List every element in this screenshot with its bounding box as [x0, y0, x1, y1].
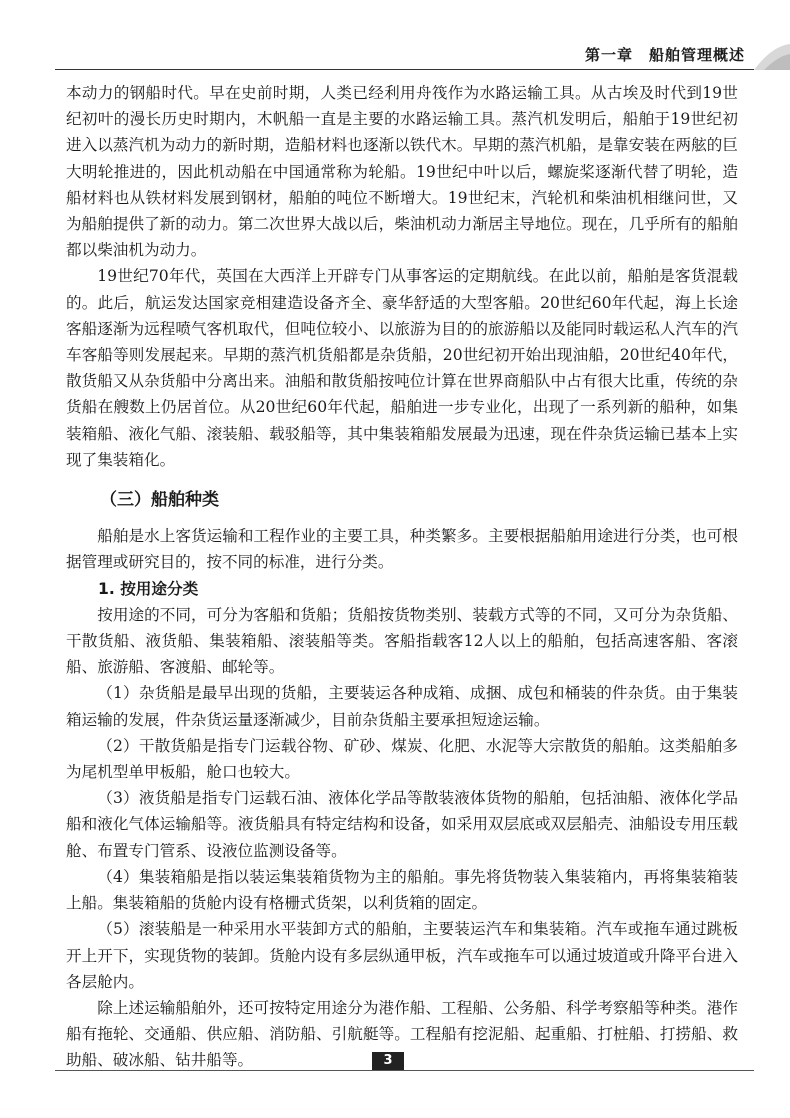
page-body — [66, 80, 738, 1074]
list-item-container: （4）集装箱船是指以装运集装箱货物为主的船舶。事先将货物装入集装箱内，再将集装箱装上船。集装箱船的货舱内设有格栅式货架，以利货箱的固定。 — [66, 867, 738, 913]
header-decoration — [754, 36, 790, 72]
page-number: 3 — [372, 1052, 404, 1070]
section-closing: 除上述运输船舶外，还可按特定用途分为港作船、工程船、公务船、科学考察船等种类。港作船有拖轮、交通船、供应船、消防船、引航艇等。工程船有挖泥船、起重船、打桩船、打捞船、救助船、破冰船、钻井船等。 — [66, 998, 738, 1070]
subsection-intro: 按用途的不同，可分为客船和货船；货船按货物类别、装载方式等的不同，又可分为杂货船、干散货船、液货船、集装箱船、滚装船等类。客船指载客12人以上的船舶，包括高速客船、客滚船、旅游船、客渡船、邮轮等。 — [66, 605, 738, 677]
section-intro: 船舶是水上客货运输和工程作业的主要工具，种类繁多。主要根据船舶用途进行分类，也可根据管理或研究目的，按不同的标准，进行分类。 — [66, 527, 738, 572]
list-item-liquid-cargo: （3）液货船是指专门运载石油、液体化学品等散装液体货物的船舶，包括油船、液体化学品船和液化气体运输船等。液货船具有特定结构和设备，如采用双层底或双层船壳、油船设专用压载舱、布置专门管系、设液位监测设备等。 — [66, 789, 738, 860]
list-item-ro-ro: （5）滚装船是一种采用水平装卸方式的船舶，主要装运汽车和集装箱。汽车或拖车通过跳板开上开下，实现货物的装卸。货舱内设有多层纵通甲板，汽车或拖车可以通过坡道或升降平台进入各层舱内。 — [66, 920, 738, 991]
footer-rule — [55, 1070, 754, 1071]
header-rule — [55, 69, 754, 70]
section-title: （三）船舶种类 — [100, 490, 219, 511]
subsection-title: 1. 按用途分类 — [98, 579, 199, 598]
page-header — [0, 0, 790, 70]
list-item-dry-bulk: （2）干散货船是指专门运载谷物、矿砂、煤炭、化肥、水泥等大宗散货的船舶。这类船舶多为尾机型单甲板船，舱口也较大。 — [66, 736, 738, 782]
chapter-title: 第一章 船舶管理概述 — [584, 46, 745, 64]
list-item-general-cargo: （1）杂货船是最早出现的货船，主要装运各种成箱、成捆、成包和桶装的件杂货。由于集装箱运输的发展，件杂货运量逐渐减少，目前杂货船主要承担短途运输。 — [66, 684, 738, 729]
paragraph-continuation: 本动力的钢船时代。早在史前时期，人类已经利用舟筏作为水路运输工具。从古埃及时代到19世纪初叶的漫长历史时期内，木帆船一直是主要的水路运输工具。蒸汽机发明后，船舶于19世纪初进入以蒸汽机为动力的新时期，造船材料也逐渐以铁代木。早期的蒸汽机船，是靠安装在两舷的巨大明轮推进的，因此机动船在中国通常称为轮船。19世纪中叶以后，螺旋桨逐渐代替了明轮，造船材料也从铁材料发展到钢材，船舶的吨位不断增大。19世纪末，汽轮机和柴油机相继问世，又为船舶提供了新的动力。第二次世界大战以后，柴油机动力渐居主导地位。现在，几乎所有的船舶都以柴油机为动力。 — [66, 84, 738, 260]
paragraph-history: 19世纪70年代，英国在大西洋上开辟专门从事客运的定期航线。在此以前，船舶是客货混载的。此后，航运发达国家竞相建造设备齐全、豪华舒适的大型客船。20世纪60年代起，海上长途客船逐渐为远程喷气客机取代，但吨位较小、以旅游为目的的旅游船以及能同时载运私人汽车的汽车客船等则发展起来。早期的蒸汽机货船都是杂货船，20世纪初开始出现油船，20世纪40年代，散货船又从杂货船中分离出来。油船和散货船按吨位计算在世界商船队中占有很大比重，传统的杂货船在艘数上仍居首位。从20世纪60年代起，船舶进一步专业化，出现了一系列新的船种，如集装箱船、液化气船、滚装船、载驳船等，其中集装箱船发展最为迅速，现在件杂货运输已基本上实现了集装箱化。 — [66, 267, 738, 469]
